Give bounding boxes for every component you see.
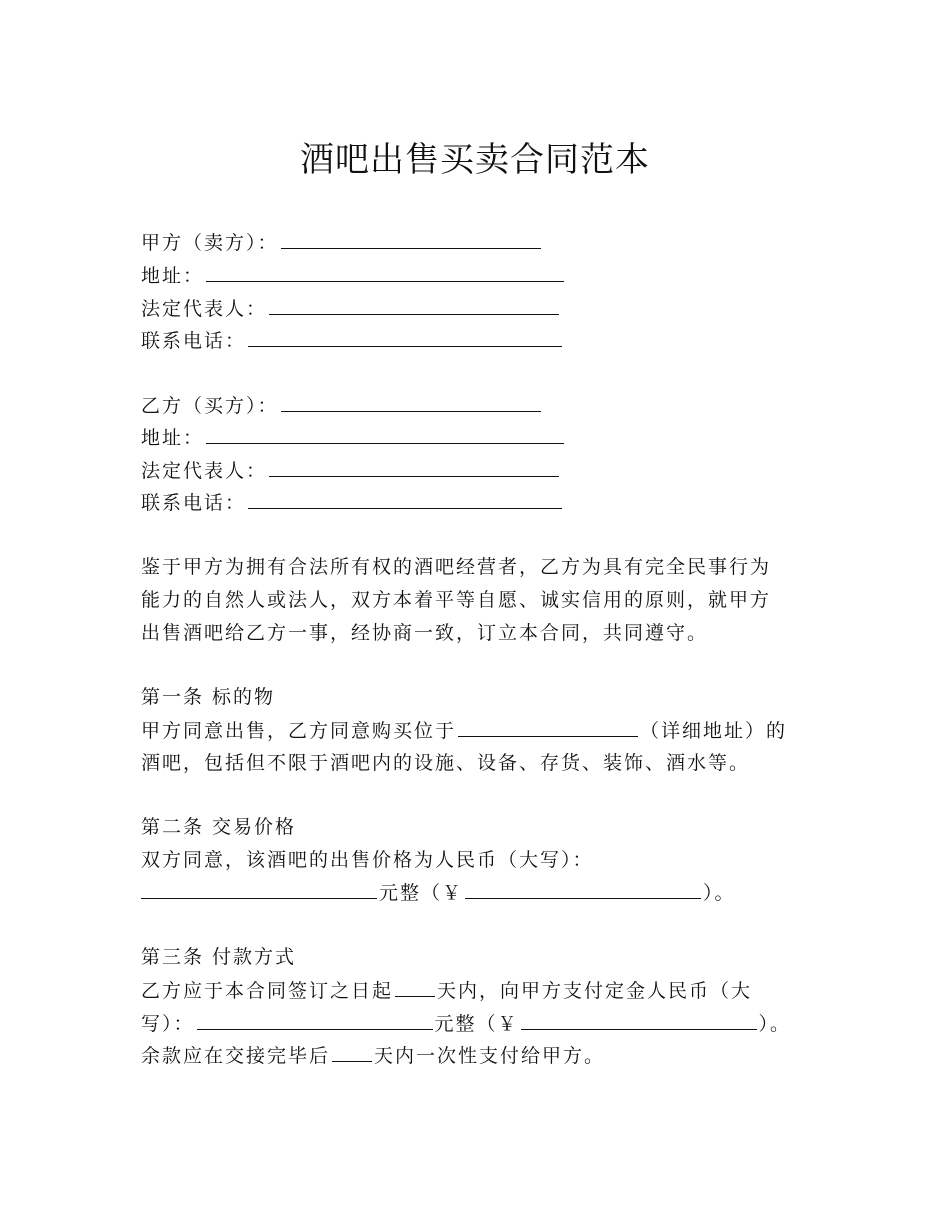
article2-amount-figures-blank[interactable] bbox=[465, 878, 701, 899]
party-a-address-blank[interactable] bbox=[206, 261, 564, 282]
article2-close: ）。 bbox=[703, 882, 736, 904]
party-a-phone-label: 联系电话： bbox=[141, 330, 247, 352]
article1-text-before: 甲方同意出售，乙方同意购买位于 bbox=[141, 720, 457, 742]
article2-line-2 bbox=[141, 878, 736, 907]
article3-close: ）。 bbox=[758, 1013, 792, 1035]
article1-line-1 bbox=[141, 716, 787, 745]
party-a-name-label: 甲方（卖方）： bbox=[141, 232, 279, 254]
article3-heading: 第三条 付款方式 bbox=[141, 946, 297, 968]
party-a-rep-label: 法定代表人： bbox=[141, 298, 268, 320]
preamble-line-2: 能力的自然人或法人，双方本着平等自愿、诚实信用的原则，就甲方 bbox=[141, 589, 772, 611]
party-b-name-line bbox=[141, 391, 543, 420]
article3-text-a: 乙方应于本合同签订之日起 bbox=[141, 980, 394, 1002]
party-a-phone-line bbox=[141, 326, 564, 355]
party-b-address-label: 地址： bbox=[141, 427, 205, 449]
article3-yuan-label: 元整（￥ bbox=[434, 1013, 519, 1035]
article3-text-c: 写）： bbox=[141, 1013, 195, 1035]
article2-heading: 第二条 交易价格 bbox=[141, 816, 297, 838]
article1-line-2: 酒吧，包括但不限于酒吧内的设施、设备、存货、装饰、酒水等。 bbox=[141, 752, 751, 774]
party-a-name-line bbox=[141, 228, 543, 257]
party-a-phone-blank[interactable] bbox=[248, 326, 562, 347]
preamble-line-3: 出售酒吧给乙方一事，经协商一致，订立本合同，共同遵守。 bbox=[141, 622, 709, 644]
party-b-rep-blank[interactable] bbox=[269, 456, 559, 477]
party-b-address-line bbox=[141, 423, 566, 452]
article1-text-after: （详细地址）的 bbox=[640, 720, 788, 742]
party-a-address-line bbox=[141, 261, 566, 290]
article3-days-blank[interactable] bbox=[395, 976, 435, 997]
article2-line-1: 双方同意，该酒吧的出售价格为人民币（大写）： bbox=[141, 849, 594, 871]
party-b-name-label: 乙方（买方）： bbox=[141, 395, 279, 417]
article3-deposit-words-blank[interactable] bbox=[197, 1009, 433, 1030]
article3-line-3 bbox=[141, 1041, 605, 1070]
article1-heading: 第一条 标的物 bbox=[141, 686, 276, 708]
article2-yuan-label: 元整（￥ bbox=[379, 882, 464, 904]
party-b-phone-blank[interactable] bbox=[248, 488, 562, 509]
party-b-name-blank[interactable] bbox=[281, 391, 541, 412]
party-b-phone-label: 联系电话： bbox=[141, 492, 247, 514]
party-a-name-blank[interactable] bbox=[281, 228, 541, 249]
article2-amount-words-blank[interactable] bbox=[141, 878, 377, 899]
article1-address-blank[interactable] bbox=[458, 716, 638, 737]
article3-balance-days-blank[interactable] bbox=[332, 1041, 372, 1062]
party-a-rep-line bbox=[141, 294, 561, 323]
party-a-rep-blank[interactable] bbox=[269, 294, 559, 315]
article3-deposit-figures-blank[interactable] bbox=[521, 1009, 757, 1030]
document-title: 酒吧出售买卖合同范本 bbox=[300, 140, 650, 180]
article3-text-b: 天内，向甲方支付定金人民币（大 bbox=[437, 980, 753, 1002]
article3-text-d: 余款应在交接完毕后 bbox=[141, 1045, 331, 1067]
preamble-line-1: 鉴于甲方为拥有合法所有权的酒吧经营者，乙方为具有完全民事行为 bbox=[141, 556, 772, 578]
party-b-rep-line bbox=[141, 456, 561, 485]
article3-line-2 bbox=[141, 1009, 791, 1038]
party-b-phone-line bbox=[141, 488, 564, 517]
party-b-address-blank[interactable] bbox=[206, 423, 564, 444]
party-a-address-label: 地址： bbox=[141, 265, 205, 287]
article3-line-1 bbox=[141, 976, 752, 1005]
article3-text-e: 天内一次性支付给甲方。 bbox=[374, 1045, 606, 1067]
party-b-rep-label: 法定代表人： bbox=[141, 460, 268, 482]
